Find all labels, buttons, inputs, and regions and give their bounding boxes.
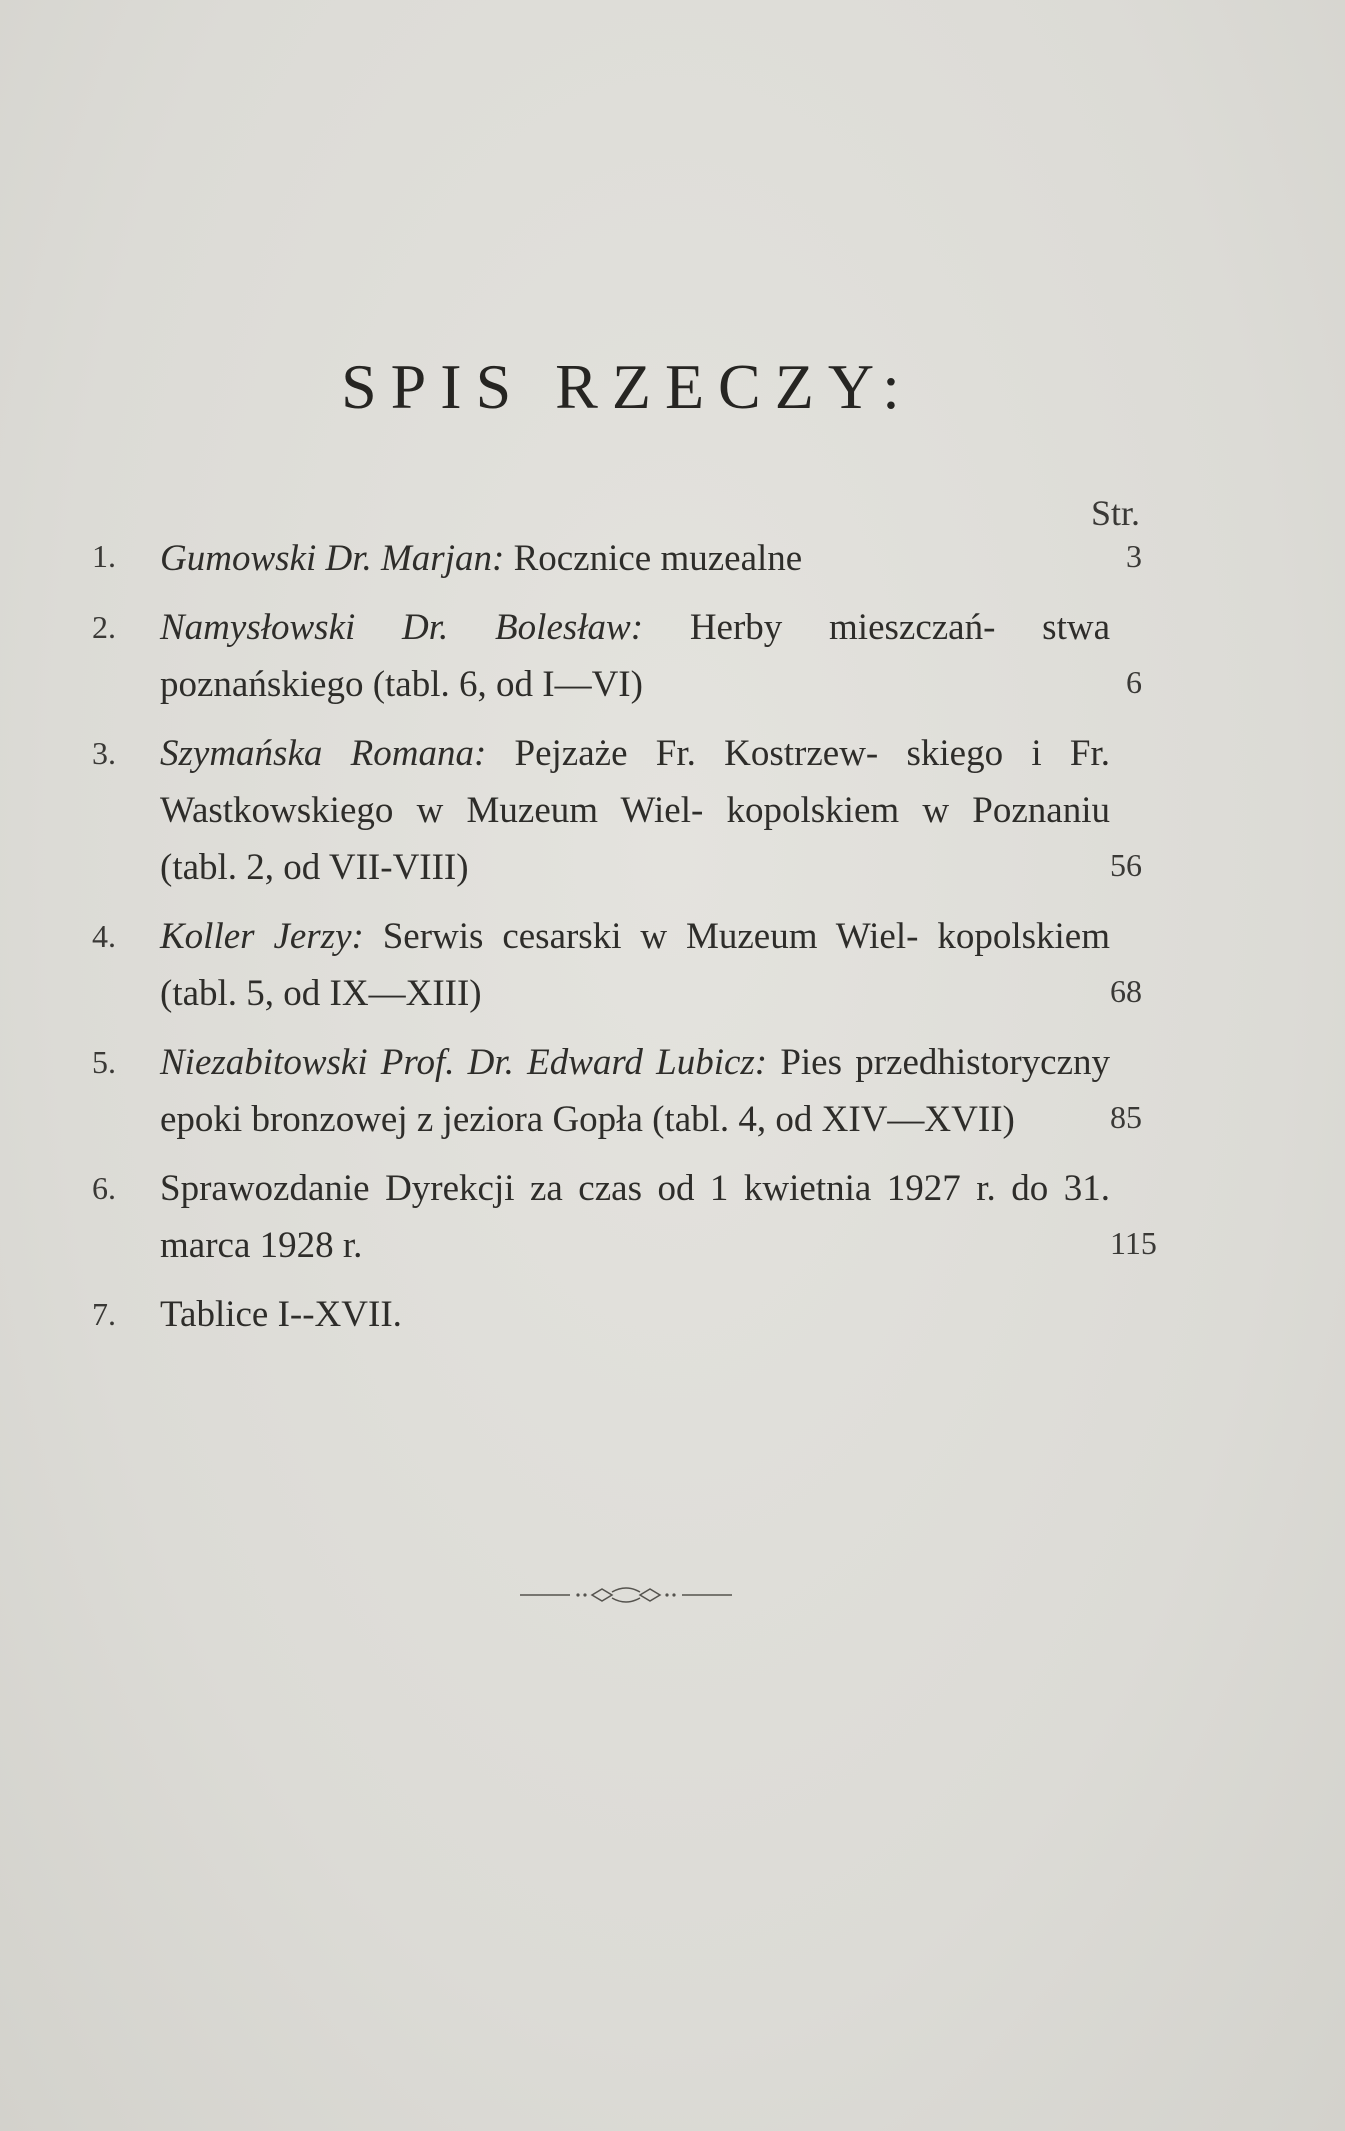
entry-number: 4. (92, 918, 116, 954)
toc-entry-6 (92, 1160, 1157, 1274)
entry-number: 5. (92, 1044, 116, 1080)
toc-entry-3 (92, 725, 1142, 896)
entry-body (160, 1160, 1110, 1274)
entry-body (160, 908, 1110, 1022)
entry-title: Sprawozdanie Dyrekcji za czas od 1 kwietnia 1927 r. do 31. marca 1928 r. (160, 1168, 1110, 1266)
entry-author: Gumowski Dr. Marjan: (160, 538, 505, 579)
entry-body (160, 530, 1110, 587)
entry-title: Pejzaże Fr. Kostrzew- skiego i Fr. Wastkowskiego w Muzeum Wiel- kopolskiem w Poznaniu (tabl. 2, od VII-VIII) (160, 733, 1110, 888)
entry-page-number: 56 (1110, 847, 1142, 883)
entry-page-number: 3 (1126, 538, 1142, 574)
page-column-header: Str. (1090, 493, 1140, 533)
decorative-rule-icon (520, 1580, 732, 1610)
entry-body (160, 599, 1110, 713)
entry-number: 7. (92, 1296, 116, 1332)
entry-number: 1. (92, 538, 116, 574)
entry-body (160, 1286, 1110, 1343)
toc-entry-7 (92, 1286, 1142, 1343)
entry-number: 2. (92, 609, 116, 645)
toc-entry-1 (92, 528, 1142, 587)
table-of-contents (92, 528, 1157, 1355)
entry-title: Pies przedhistoryczny epoki bronzowej z jeziora Gopła (tabl. 4, od XIV—XVII) (160, 1042, 1110, 1140)
entry-page-number (1110, 1341, 1142, 1343)
page-title: SPIS RZECZY: (341, 351, 914, 422)
entry-title: Serwis cesarski w Muzeum Wiel- kopolskiem (tabl. 5, od IX—XIII) (160, 916, 1110, 1014)
toc-entry-5 (92, 1034, 1142, 1148)
entry-page-number: 6 (1126, 664, 1142, 700)
entry-page-number: 115 (1110, 1225, 1157, 1261)
entry-page-number: 85 (1110, 1099, 1142, 1135)
entry-title: Herby mieszczań- stwa poznańskiego (tabl. 6, od I—VI) (160, 607, 1111, 705)
entry-page-number: 68 (1110, 973, 1142, 1009)
entry-body (160, 1034, 1110, 1148)
entry-body (160, 725, 1110, 896)
toc-entry-2 (92, 599, 1142, 713)
entry-author: Niezabitowski Prof. Dr. Edward Lubicz: (160, 1042, 768, 1083)
entry-title: Tablice I--XVII. (160, 1294, 402, 1335)
entry-author: Namysłowski Dr. Bolesław: (160, 607, 644, 648)
entry-title: Rocznice muzealne (513, 538, 803, 579)
entry-author: Koller Jerzy: (160, 916, 364, 957)
entry-author: Szymańska Romana: (160, 733, 487, 774)
entry-number: 6. (92, 1170, 116, 1206)
toc-entry-4 (92, 908, 1142, 1022)
entry-number: 3. (92, 735, 116, 771)
